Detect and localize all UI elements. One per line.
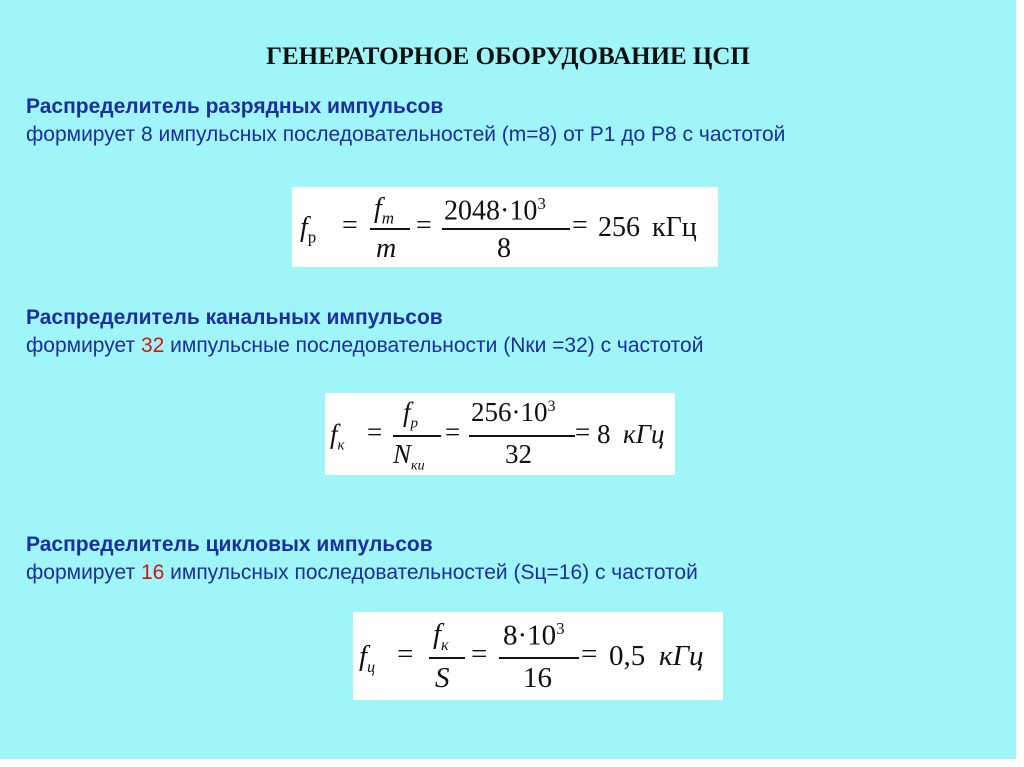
fraction1-numerator: $f_р$ — [403, 397, 419, 432]
fraction1-numerator: $f_m$ — [374, 193, 395, 228]
equals-sign: = — [416, 210, 432, 241]
equals-sign: = — [471, 638, 488, 670]
fraction1-denominator: S — [435, 662, 450, 694]
equals-sign: = — [367, 417, 383, 447]
formula-cycle-frequency — [353, 612, 723, 700]
fraction2-bar — [499, 657, 579, 659]
description-text: импульсных последовательностей (Sц=16) с частотой — [164, 561, 698, 584]
description-text: импульсные последовательности (Nки =32) с частотой — [164, 334, 704, 357]
formula-result: 0,5 — [609, 640, 646, 672]
description-number: 32 — [140, 334, 165, 357]
formula-lhs: $f_р$ — [300, 212, 317, 247]
formula-channel-frequency — [325, 393, 675, 475]
fraction1-denominator: $N_{ки}$ — [393, 439, 425, 474]
fraction1-bar — [370, 228, 410, 230]
formula-result: 8 — [597, 419, 611, 449]
equals-sign: = — [581, 638, 598, 670]
section-description — [26, 332, 703, 360]
fraction1-denominator: m — [376, 233, 397, 264]
section-description — [26, 559, 698, 587]
fraction2-numerator: $256\cdot 10^3$ — [471, 397, 556, 427]
equals-sign: = — [572, 210, 588, 241]
description-text: формирует 8 импульсных последовательностей (m=8) от Р1 до Р8 с частотой — [26, 123, 786, 146]
formula-unit: кГц — [652, 212, 697, 243]
equals-sign: = — [445, 417, 461, 447]
formula-lhs: $f_к$ — [330, 419, 345, 454]
formula-bit-frequency — [292, 187, 718, 267]
description-number: 16 — [140, 561, 165, 584]
fraction2-bar — [469, 435, 575, 437]
section-heading: Распределитель разрядных импульсов — [26, 95, 444, 118]
fraction2-denominator: 32 — [505, 439, 532, 469]
formula-result: 256 — [598, 212, 640, 243]
formula-unit: кГц — [623, 419, 665, 449]
fraction2-denominator: 8 — [497, 233, 511, 264]
section-channel-pulse-distributor — [26, 304, 703, 360]
fraction1-bar — [429, 657, 465, 659]
description-text: формирует — [26, 334, 141, 357]
fraction1-numerator: $f_к$ — [433, 618, 449, 654]
section-cycle-pulse-distributor — [26, 531, 698, 587]
formula-lhs: $f_ц$ — [359, 640, 376, 676]
equals-sign: = — [342, 210, 358, 241]
section-bit-pulse-distributor — [26, 93, 785, 149]
equals-sign: = — [397, 638, 414, 670]
fraction2-numerator: $2048\cdot 10^3$ — [444, 194, 546, 227]
fraction1-bar — [393, 435, 441, 437]
section-description — [26, 121, 785, 149]
page-title: ГЕНЕРАТОРНОЕ ОБОРУДОВАНИЕ ЦСП — [266, 43, 750, 70]
fraction2-denominator: 16 — [523, 662, 552, 694]
fraction2-bar — [442, 228, 570, 230]
section-heading: Распределитель цикловых импульсов — [26, 533, 433, 556]
equals-sign: = — [575, 417, 591, 447]
fraction2-numerator: $8\cdot 10^3$ — [503, 619, 565, 652]
description-text: формирует — [26, 561, 141, 584]
formula-unit: кГц — [659, 640, 704, 672]
section-heading: Распределитель канальных импульсов — [26, 306, 443, 329]
